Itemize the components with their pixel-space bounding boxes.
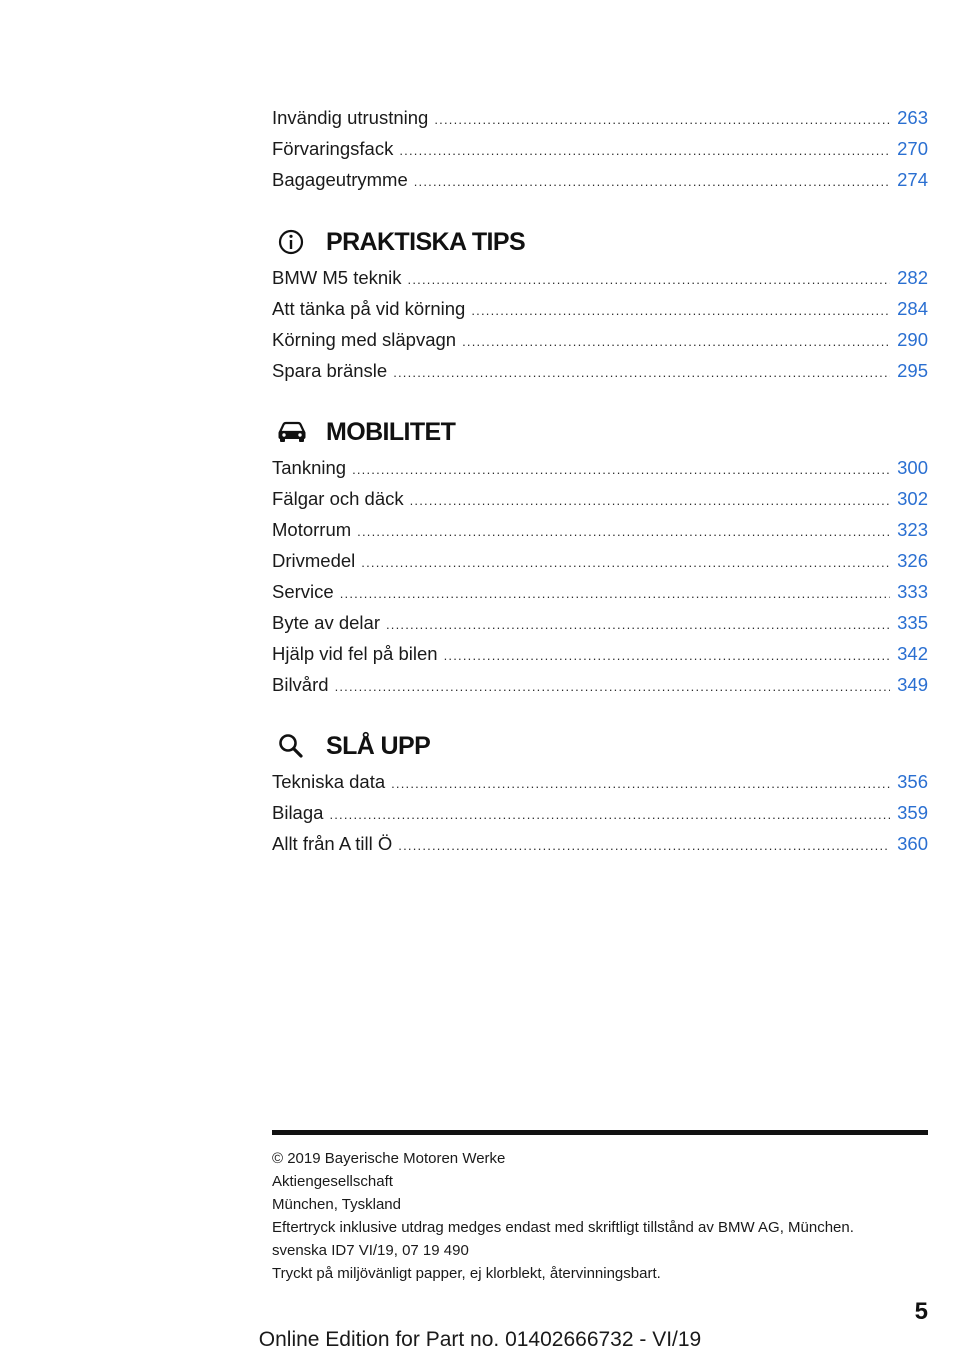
toc-entry[interactable] xyxy=(272,797,928,828)
toc-entry[interactable] xyxy=(272,262,928,293)
toc-entry-label: Bagageutrymme xyxy=(272,169,408,190)
toc-entry-label: Bilvård xyxy=(272,674,329,695)
toc-entry-label: Tekniska data xyxy=(272,771,386,792)
toc-entry-label: BMW M5 teknik xyxy=(272,267,402,288)
imprint-line: © 2019 Bayerische Motoren Werke xyxy=(272,1150,506,1167)
toc-entry-page[interactable]: 349 xyxy=(897,674,928,695)
toc-entry-label: Hjälp vid fel på bilen xyxy=(272,643,438,664)
toc-entry-page[interactable]: 333 xyxy=(897,581,928,602)
toc-entry-page[interactable]: 300 xyxy=(897,457,928,478)
toc-entry-label: Motorrum xyxy=(272,519,352,540)
imprint-line: München, Tyskland xyxy=(272,1196,401,1213)
toc-entry[interactable] xyxy=(272,669,928,700)
toc-entry-page[interactable]: 360 xyxy=(897,833,928,854)
imprint-line: Tryckt på miljövänligt papper, ej klorblekt, återvinningsbart. xyxy=(272,1265,661,1282)
dot-leader xyxy=(471,295,890,326)
toc-entry-label: Körning med släpvagn xyxy=(272,329,457,350)
dot-leader xyxy=(399,135,890,166)
dot-leader xyxy=(352,454,890,485)
toc-entry-label: Att tänka på vid körning xyxy=(272,298,466,319)
toc-entry[interactable] xyxy=(272,133,928,164)
section-title: MOBILITET xyxy=(326,417,456,446)
toc-entry-label: Invändig utrustning xyxy=(272,107,429,128)
toc-entry-page[interactable]: 284 xyxy=(897,298,928,319)
dot-leader xyxy=(340,578,890,609)
dot-leader xyxy=(357,516,890,547)
dot-leader xyxy=(434,104,890,135)
toc-entry-label: Service xyxy=(272,581,334,602)
toc-entry[interactable] xyxy=(272,638,928,669)
magnifier-icon xyxy=(276,731,310,761)
dot-leader xyxy=(408,264,890,295)
page-number: 5 xyxy=(914,1298,928,1325)
toc-entry[interactable] xyxy=(272,355,928,386)
car-icon xyxy=(276,417,310,447)
toc-entry[interactable] xyxy=(272,607,928,638)
edition-text: Online Edition for Part no. 01402666732 - VI/19 xyxy=(258,1328,702,1351)
dot-leader xyxy=(393,357,890,388)
dot-leader xyxy=(444,640,890,671)
toc-entry[interactable] xyxy=(272,452,928,483)
imprint-line: Eftertryck inklusive utdrag medges endast med skriftligt tillstånd av BMW AG, München. xyxy=(272,1219,854,1236)
info-circle-icon xyxy=(276,227,310,257)
toc-entry-label: Spara bränsle xyxy=(272,360,388,381)
imprint xyxy=(272,1147,928,1285)
imprint-line: Aktiengesellschaft xyxy=(272,1173,393,1190)
toc-entry-label: Byte av delar xyxy=(272,612,380,633)
dot-leader xyxy=(462,326,890,357)
toc-entry[interactable] xyxy=(272,324,928,355)
toc-entry-label: Allt från A till Ö xyxy=(272,833,393,854)
toc-entry[interactable] xyxy=(272,164,928,195)
toc-entry-page[interactable]: 335 xyxy=(897,612,928,633)
section-heading xyxy=(0,222,928,262)
dot-leader xyxy=(414,166,890,197)
toc-entry[interactable] xyxy=(272,293,928,324)
toc-entry[interactable] xyxy=(272,483,928,514)
toc-entry-label: Tankning xyxy=(272,457,347,478)
toc-entry[interactable] xyxy=(272,514,928,545)
toc-entry-page[interactable]: 282 xyxy=(897,267,928,288)
section-title: SLÅ UPP xyxy=(326,731,431,760)
toc-entry-page[interactable]: 274 xyxy=(897,169,928,190)
toc-entry-label: Drivmedel xyxy=(272,550,356,571)
toc-entry-page[interactable]: 290 xyxy=(897,329,928,350)
toc-entry-page[interactable]: 323 xyxy=(897,519,928,540)
toc-entry-page[interactable]: 342 xyxy=(897,643,928,664)
section-mobilitet xyxy=(272,412,928,700)
dot-leader xyxy=(410,485,890,516)
toc-entry-page[interactable]: 356 xyxy=(897,771,928,792)
section-title: PRAKTISKA TIPS xyxy=(326,227,526,256)
section-heading xyxy=(0,726,928,766)
edition-footer xyxy=(0,1328,960,1352)
toc-entry[interactable] xyxy=(272,545,928,576)
toc-entry-page[interactable]: 359 xyxy=(897,802,928,823)
toc-entry-page[interactable]: 263 xyxy=(897,107,928,128)
dot-leader xyxy=(361,547,890,578)
toc-entry-label: Förvaringsfack xyxy=(272,138,394,159)
toc-entry-label: Bilaga xyxy=(272,802,324,823)
toc-entry[interactable] xyxy=(272,766,928,797)
toc-entry-label: Fälgar och däck xyxy=(272,488,404,509)
toc-entry-page[interactable]: 302 xyxy=(897,488,928,509)
section-praktiska-tips xyxy=(272,222,928,386)
toc-top xyxy=(272,102,928,195)
toc-entry[interactable] xyxy=(272,828,928,859)
imprint-line: svenska ID7 VI/19, 07 19 490 xyxy=(272,1242,469,1259)
dot-leader xyxy=(329,799,890,830)
toc-entry[interactable] xyxy=(272,102,928,133)
toc-entry-page[interactable]: 326 xyxy=(897,550,928,571)
toc-entry-page[interactable]: 295 xyxy=(897,360,928,381)
dot-leader xyxy=(335,671,890,702)
toc-entry[interactable] xyxy=(272,576,928,607)
dot-leader xyxy=(398,830,890,861)
section-sla-upp xyxy=(272,726,928,859)
dot-leader xyxy=(386,609,890,640)
footer-divider xyxy=(272,1130,928,1135)
section-heading xyxy=(0,412,928,452)
toc-entry-page[interactable]: 270 xyxy=(897,138,928,159)
dot-leader xyxy=(391,768,890,799)
